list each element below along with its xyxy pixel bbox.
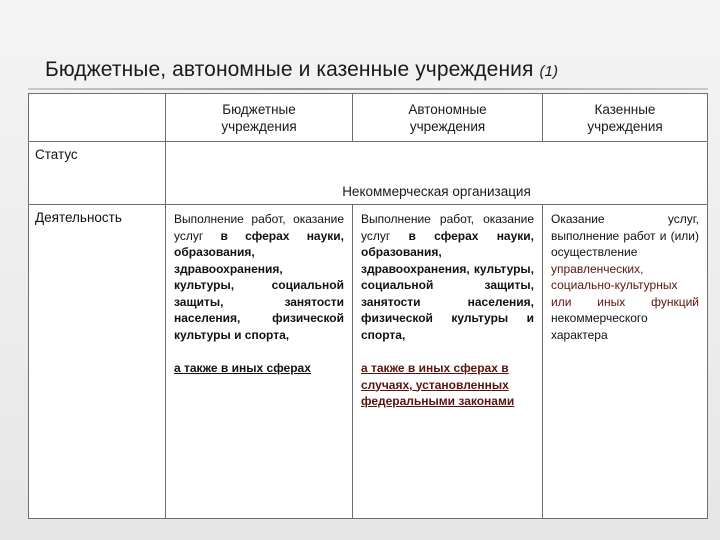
status-value: Некоммерческая организация [166, 142, 708, 205]
activity-row [29, 205, 708, 519]
header-row [29, 94, 708, 142]
slide-title [45, 58, 558, 82]
comparison-table [28, 93, 708, 519]
activity-label: Деятельность [29, 205, 166, 519]
activity-budget-extra: а также в иных сферах [174, 361, 311, 375]
header-state: Казенные учреждения [543, 94, 708, 142]
activity-autonomous-text: Выполнение работ, оказание услуг в сферах науки, образования, здравоохранения, культуры, социальной защиты, занятости населения, физической культуры и спорта, [361, 212, 534, 342]
slide-title-number: (1) [539, 63, 559, 80]
header-corner-cell [29, 94, 166, 142]
header-budget: Бюджетные учреждения [166, 94, 353, 142]
title-divider [28, 88, 708, 90]
status-label: Статус [29, 142, 166, 205]
activity-autonomous-extra: а также в иных сферах в случаях, установленных федеральными законами [361, 361, 515, 408]
slide-title-text: Бюджетные, автономные и казенные учреждения [45, 58, 534, 81]
status-row [29, 142, 708, 205]
activity-autonomous-cell [353, 205, 543, 519]
activity-budget-text: Выполнение работ, оказание услуг в сферах науки, образования, здравоохранения, культуры, социальной защиты, занятости населения, физической культуры и спорта, [174, 212, 344, 342]
activity-state-text: Оказание услуг, выполнение работ и (или) осуществление управленческих, социально-культурных или иных функций некоммерческого характера [551, 212, 699, 342]
activity-state-cell [543, 205, 708, 519]
activity-budget-cell [166, 205, 353, 519]
header-autonomous: Автономные учреждения [353, 94, 543, 142]
